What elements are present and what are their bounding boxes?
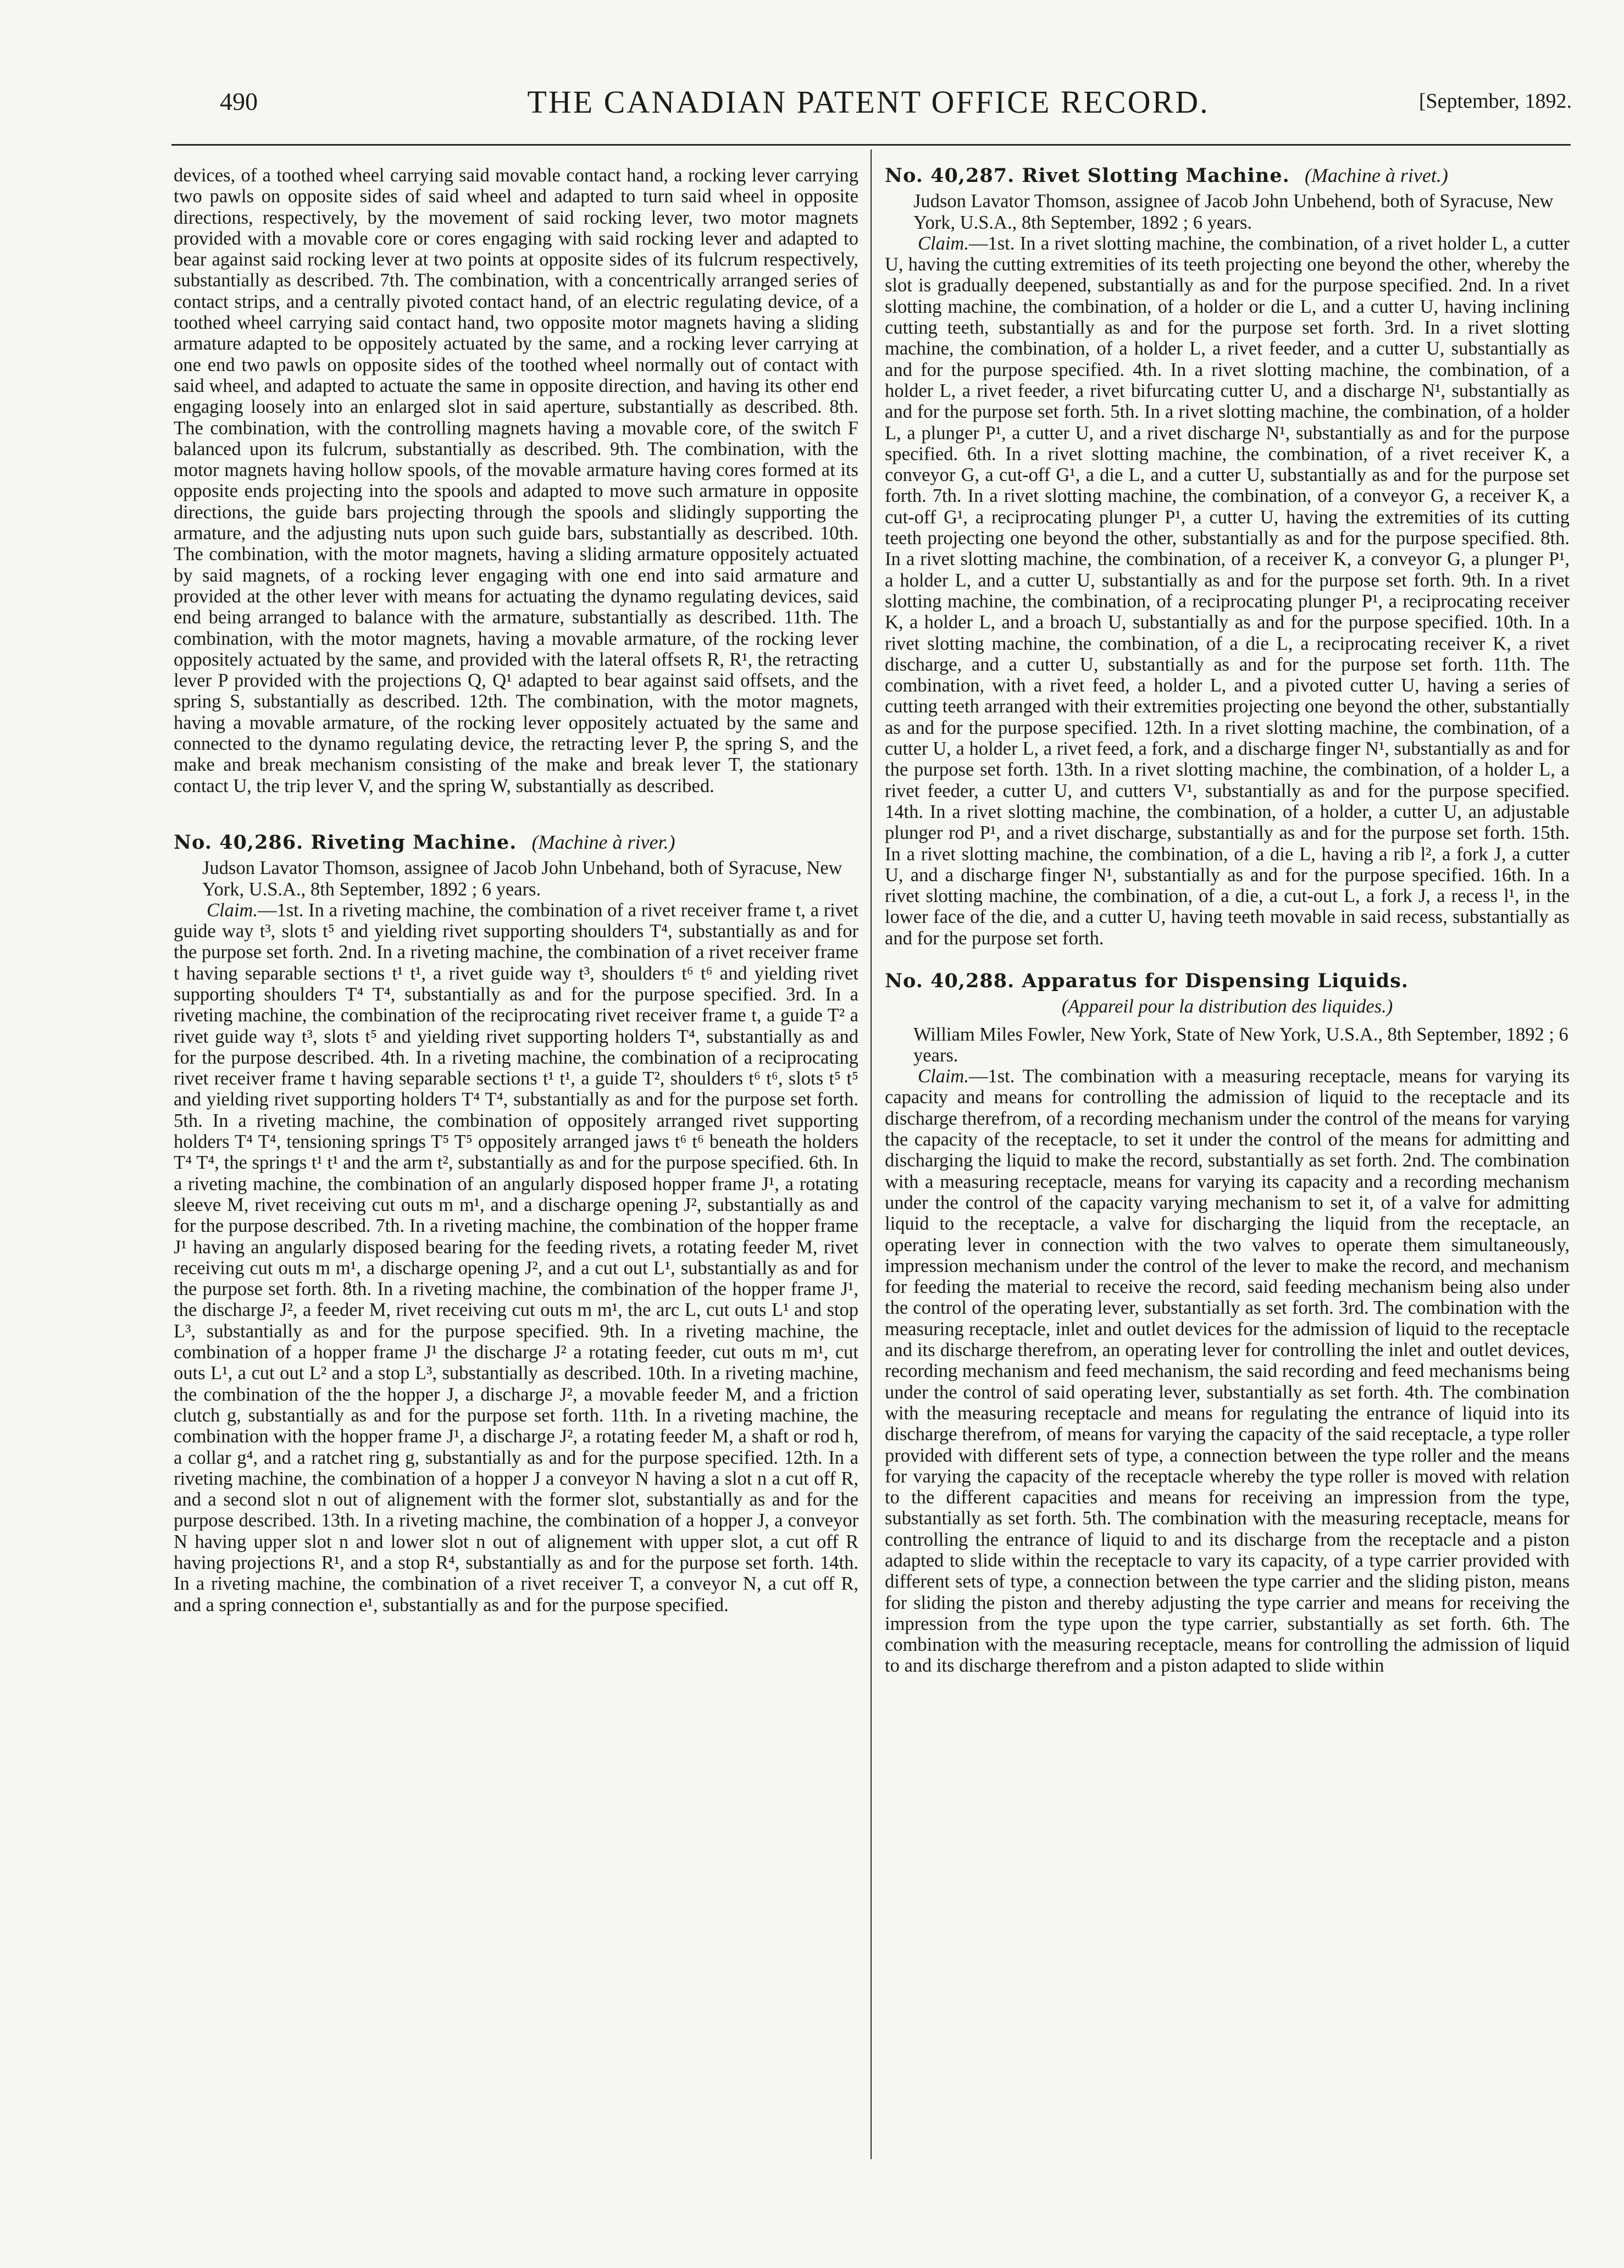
- patent-number: No. 40,287.: [885, 164, 1015, 187]
- patent-claims: [174, 900, 858, 1616]
- patent-french-title: (Machine à rivet.): [1304, 164, 1448, 186]
- page-number: 490: [220, 87, 258, 115]
- patent-assignee: Judson Lavator Thomson, assignee of Jacob John Unbehand, both of Syracuse, New York, U.S.A., 8th September, 1892 ; 6 years.: [202, 858, 843, 900]
- claim-label: Claim.: [918, 1066, 969, 1087]
- patent-heading-40288: [885, 971, 1570, 992]
- right-column: [885, 165, 1570, 1677]
- column-divider: [871, 150, 872, 2159]
- patent-title: Riveting Machine.: [311, 831, 517, 854]
- header-rule: [171, 144, 1571, 146]
- patent-heading-40287: [885, 165, 1570, 186]
- patent-number: No. 40,288.: [885, 969, 1015, 992]
- patent-french-title: (Machine à river.): [531, 831, 675, 853]
- claim-label: Claim.: [207, 899, 258, 921]
- patent-number: No. 40,286.: [174, 831, 304, 854]
- left-column: [174, 165, 858, 1616]
- claim-label: Claim.: [918, 233, 969, 254]
- patent-french-title: (Appareil pour la distribution des liquides.): [1061, 996, 1393, 1017]
- publication-title: THE CANADIAN PATENT OFFICE RECORD.: [527, 84, 1210, 120]
- patent-assignee: Judson Lavator Thomson, assignee of Jacob John Unbehend, both of Syracuse, New York, U.S.A., 8th September, 1892 ; 6 years.: [913, 191, 1554, 233]
- claim-text: —1st. In a rivet slotting machine, the combination, of a rivet holder L, a cutter U, having the cutting extremities of its teeth projecting one beyond the other, whereby the slot is gradually deepened, substantially as and for the purpose specified. 2nd. In a rivet slotting machine, the combination, of a holder or die L, and a cutter U, having inclining cutting teeth, substantially as and for the purpose set forth. 3rd. In a rivet slotting machine, the combination, of a holder L, a rivet feeder, and a cutter U, substantially as and for the purpose specified. 4th. In a rivet slotting machine, the combination, of a holder L, a rivet feeder, a rivet bifurcating cutter U, and a discharge N¹, substantially as and for the purpose set forth. 5th. In a rivet slotting machine, the combination, of a holder L, a plunger P¹, a cutter U, and a rivet discharge N¹, substantially as and for the purpose specified. 6th. In a rivet slotting machine, the combination, of a rivet receiver K, a conveyor G, a cut-off G¹, a die L, and a cutter U, substantially as and for the purpose set forth. 7th. In a rivet slotting machine, the combination, of a conveyor G, a receiver K, a cut-off G¹, a reciprocating plunger P¹, a cutter U, having the extremities of its cutting teeth projecting one beyond the other, substantially as and for the purpose specified. 8th. In a rivet slotting machine, the combination, of a receiver K, a conveyor G, a plunger P¹, a holder L, and a cutter U, substantially as and for the purpose set forth. 9th. In a rivet slotting machine, the combination, of a reciprocating plunger P¹, a reciprocating receiver K, a holder L, and a broach U, substantially as and for the purpose specified. 10th. In a rivet slotting machine, the combination, of a die L, a reciprocating receiver K, a rivet discharge, and a cutter U, substantially as and for the purpose set forth. 11th. The combination, with a rivet feed, a holder L, and a pivoted cutter U, having a series of cutting teeth arranged with their extremities projecting one beyond the other, substantially as and for the purpose specified. 12th. In a rivet slotting machine, the combination, of a cutter U, a holder L, a rivet feed, a fork, and a discharge finger N¹, substantially as and for the purpose set forth. 13th. In a rivet slotting machine, the combination, of a holder L, a rivet feeder, a cutter U, and cutters V¹, substantially as and for the purpose specified. 14th. In a rivet slotting machine, the combination, of a holder, a cutter U, an adjustable plunger rod P¹, and a rivet discharge, substantially as and for the purpose set forth. 15th. In a rivet slotting machine, the combination, of a die L, having a rib l², a fork J, a cutter U, and a discharge finger N¹, substantially as and for the purpose specified. 16th. In a rivet slotting machine, the combination, of a die, a cut-out L, a fork J, a recess l¹, in the lower face of the die, and a cutter U, having teeth movable in said recess, substantially as and for the purpose set forth.: [885, 233, 1570, 949]
- patent-title: Apparatus for Dispensing Liquids.: [1022, 969, 1409, 992]
- patent-title: Rivet Slotting Machine.: [1022, 164, 1290, 187]
- patent-claims: [885, 233, 1570, 949]
- patent-assignee: William Miles Fowler, New York, State of New York, U.S.A., 8th September, 1892 ; 6 years.: [913, 1024, 1568, 1066]
- issue-date: [September, 1892.: [1418, 90, 1572, 113]
- patent-heading-40286: [174, 832, 858, 853]
- patent-claims: [885, 1066, 1570, 1677]
- continued-claims: devices, of a toothed wheel carrying said movable contact hand, a rocking lever carrying two pawls on opposite sides of said wheel and adapted to turn said wheel in opposite directions, respectively, by the movement of said rocking lever, two motor magnets provided with a movable core or cores engaging with said rocking lever and adapted to bear against said rocking lever at two points at opposite sides of its fulcrum respectively, substantially as described. 7th. The combination, with a concentrically arranged series of contact strips, and a centrally pivoted contact hand, of an electric regulating device, of a toothed wheel carrying said contact hand, two opposite motor magnets having a sliding armature adapted to be oppositely actuated by the same, and a rocking lever carrying at one end two pawls on opposite sides of the toothed wheel normally out of contact with said wheel, and adapted to actuate the same in opposite direction, and having its other end engaging loosely into an enlarged slot in said aperture, substantially as described. 8th. The combination, with the controlling magnets having a movable core, of the switch F balanced upon its fulcrum, substantially as described. 9th. The combination, with the motor magnets having hollow spools, of the movable armature having cores formed at its opposite ends projecting into the spools and adapted to move such armature in opposite directions, the guide bars projecting through the spools and slidingly supporting the armature, and the adjusting nuts upon such guide bars, substantially as described. 10th. The combination, with the motor magnets, having a sliding armature oppositely actuated by said magnets, of a rocking lever engaging with one end into said armature and provided at the other lever with means for actuating the dynamo regulating devices, said end being arranged to balance with the armature, substantially as described. 11th. The combination, with the motor magnets, having a movable armature, of the rocking lever oppositely actuated by the same, and provided with the lateral offsets R, R¹, the retracting lever P provided with the projections Q, Q¹ adapted to bear against said offsets, and the spring S, substantially as described. 12th. The combination, with the motor magnets, having a movable armature, of the rocking lever oppositely actuated by the same and connected to the dynamo regulating device, the retracting lever P, the spring S, and the make and break mechanism consisting of the make and break lever T, the stationary contact U, the trip lever V, and the spring W, substantially as described.: [174, 165, 858, 796]
- claim-text: —1st. The combination with a measuring receptacle, means for varying its capacity and means for controlling the admission of liquid to the receptacle and its discharge therefrom, of a recording mechanism under the control of the means for varying the capacity of the receptacle, to set it under the control of the means for admitting and discharging the liquid to make the record, substantially as set forth. 2nd. The combination with a measuring receptacle, means for varying its capacity and a recording mechanism under the control of the capacity varying mechanism to set it, of a valve for admitting liquid to the receptacle, a valve for discharging the liquid from the receptacle, an operating lever in connection with the two valves to operate them simultaneously, impression mechanism under the control of the lever to make the record, and mechanism for feeding the material to receive the record, said feeding mechanism being also under the control of the operating lever, substantially as set forth. 3rd. The combination with the measuring receptacle, inlet and outlet devices for the admission of liquid to the receptacle and its discharge therefrom, an operating lever for controlling the inlet and outlet devices, recording mechanism and feed mechanism, the said recording and feed mechanisms being under the control of said operating lever, substantially as set forth. 4th. The combination with the measuring receptacle and means for regulating the entrance of liquid into its discharge therefrom, of means for varying the capacity of the said receptacle, a type roller provided with different sets of type, a connection between the type roller and the means for varying the capacity of the receptacle whereby the type roller is moved with relation to the different capacities and means for receiving an impression from the type, substantially as set forth. 5th. The combination with the measuring receptacle, means for controlling the entrance of liquid to and its discharge from the receptacle and a piston adapted to slide within the receptacle to vary its capacity, of a type carrier provided with different sets of type, a connection between the type carrier and the sliding piston, means for sliding the piston and thereby adjusting the type carrier and means for receiving the impression from the type upon the type carrier, substantially as set forth. 6th. The combination with the measuring receptacle, means for controlling the admission of liquid to and its discharge therefrom and a piston adapted to slide within: [885, 1066, 1570, 1677]
- page-header: [165, 84, 1572, 131]
- claim-text: —1st. In a riveting machine, the combination of a rivet receiver frame t, a rivet guide way t³, slots t⁵ and yielding rivet supporting shoulders T⁴, substantially as and for the purpose set forth. 2nd. In a riveting machine, the combination of a rivet receiver frame t having separable sections t¹ t¹, a rivet guide way t³, shoulders t⁶ t⁶ and yielding rivet supporting shoulders T⁴ T⁴, substantially as and for the purpose specified. 3rd. In a riveting machine, the combination of the reciprocating rivet receiver frame t, a guide T² a rivet guide way t³, slots t⁵ and yielding rivet supporting holders T⁴, substantially as and for the purpose described. 4th. In a riveting machine, the combination of a reciprocating rivet receiver frame t having separable sections t¹ t¹, a guide T², shoulders t⁶ t⁶, slots t⁵ t⁵ and yielding rivet supporting holders T⁴ T⁴, substantially as and for the purpose set forth. 5th. In a riveting machine, the combination of oppositely arranged rivet supporting holders T⁴ T⁴, tensioning springs T⁵ T⁵ oppositely arranged jaws t⁶ t⁶ beneath the holders T⁴ T⁴, the springs t¹ t¹ and the arm t², substantially as and for the purpose specified. 6th. In a riveting machine, the combination of an angularly disposed hopper frame J¹, a rotating sleeve M, rivet receiving cut outs m m¹, and a discharge opening J², substantially as and for the purpose described. 7th. In a riveting machine, the combination of the hopper frame J¹ having an angularly disposed bearing for the feeding rivets, a rotating feeder M, rivet receiving cut outs m m¹, a discharge opening J², and a cut out L¹, substantially as and for the purpose set forth. 8th. In a riveting machine, the combination of the hopper frame J¹, the discharge J², a feeder M, rivet receiving cut outs m m¹, the arc L, cut outs L¹ and stop L³, substantially as and for the purpose specified. 9th. In a riveting machine, the combination of a hopper frame J¹ the discharge J² a rotating feeder, cut outs m m¹, cut outs L¹, a cut out L² and a stop L³, substantially as described. 10th. In a riveting machine, the combination of the the hopper J, a discharge J², a movable feeder M, and a friction clutch g, substantially as and for the purpose set forth. 11th. In a riveting machine, the combination with the hopper frame J¹, a discharge J², a rotating feeder M, a shaft or rod h, a collar g⁴, and a ratchet ring g, substantially as and for the purpose specified. 12th. In a riveting machine, the combination of a hopper J a conveyor N having a slot n a cut off R, and a second slot n out of alignement with the former slot, substantially as and for the purpose described. 13th. In a riveting machine, the combination of a hopper J, a conveyor N having upper slot n and lower slot n out of alignement with upper slot, a cut off R having projections R¹, and a stop R⁴, substantially as and for the purpose set forth. 14th. In a riveting machine, the combination of a rivet receiver T, a conveyor N, a cut off R, and a spring connection e¹, substantially as and for the purpose specified.: [174, 899, 858, 1616]
